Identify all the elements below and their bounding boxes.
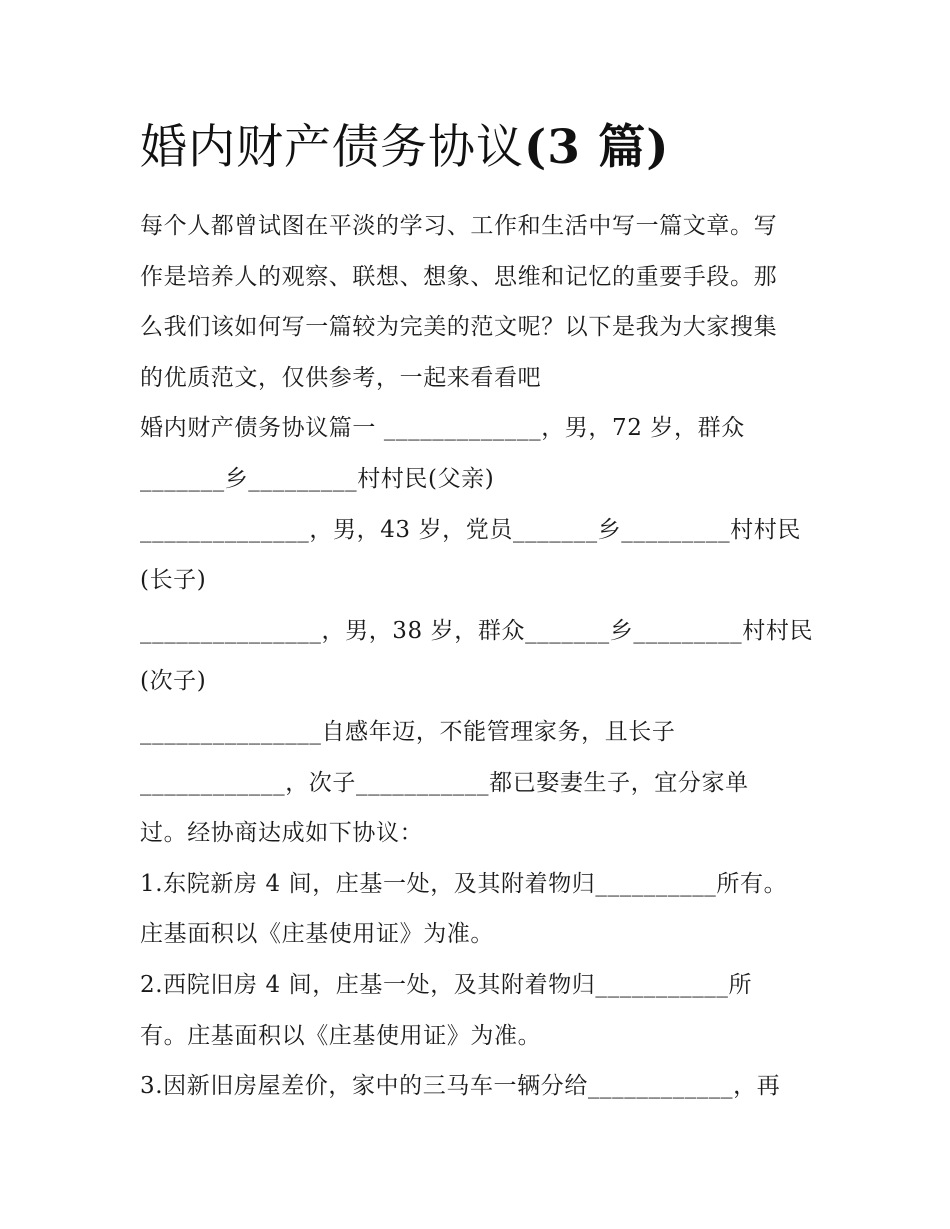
body-line: 庄基面积以《庄基使用证》为准。 <box>140 921 494 948</box>
body-line: _______________自感年迈，不能管理家务，且长子 <box>140 718 676 745</box>
document-body <box>140 201 820 1112</box>
body-line: 过。经协商达成如下协议： <box>140 820 424 847</box>
body-line: (次子) <box>140 668 207 695</box>
title-suffix: (3 篇) <box>524 120 670 175</box>
body-line: 每个人都曾试图在平淡的学习、工作和生活中写一篇文章。写 <box>140 213 778 239</box>
body-line: _______乡_________村村民(父亲) <box>140 465 495 492</box>
body-line: 婚内财产债务协议篇一 _____________，男，72 岁，群众 <box>140 415 745 442</box>
body-line: 1.东院新房 4 间，庄基一处，及其附着物归__________所有。 <box>140 870 788 897</box>
body-line: 么我们该如何写一篇较为完美的范文呢？以下是我为大家搜集 <box>140 314 778 341</box>
body-line: 的优质范文，仅供参考，一起来看看吧 <box>140 364 542 391</box>
body-line: _______________，男，38 岁，群众_______乡_________村村民 <box>140 617 814 644</box>
body-line: 2.西院旧房 4 间，庄基一处，及其附着物归___________所 <box>140 971 753 998</box>
body-line: (长子) <box>140 567 207 594</box>
body-line: 3.因新旧房屋差价，家中的三马车一辆分给____________，再 <box>140 1073 781 1100</box>
body-line: ______________，男，43 岁，党员_______乡_________村村民 <box>140 516 801 543</box>
body-line: 有。庄基面积以《庄基使用证》为准。 <box>140 1022 542 1049</box>
document-title <box>140 118 670 178</box>
body-line: ____________，次子___________都已娶妻生子，宜分家单 <box>140 769 749 796</box>
body-line: 作是培养人的观察、联想、想象、思维和记忆的重要手段。那 <box>140 263 778 290</box>
title-main: 婚内财产债务协议 <box>140 120 524 175</box>
